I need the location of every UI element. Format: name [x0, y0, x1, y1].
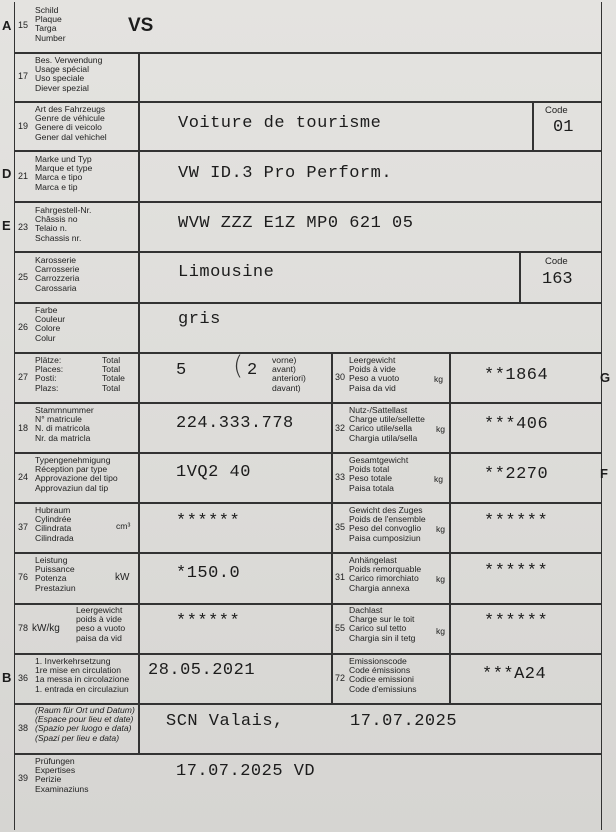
field-number-36: 36 [18, 673, 29, 683]
side-letter-g: G [600, 370, 611, 385]
row-divider [14, 352, 602, 354]
side-letter-a: A [2, 18, 12, 33]
field-30-label: Leergewicht Poids à vide Peso a vuoto Paisa da vid [349, 355, 400, 393]
unit-cm3: cm³ [116, 521, 131, 531]
field-17-label: Bes. Verwendung Usage spécial Uso speciale Diever spezial [35, 55, 103, 93]
code-box-divider [532, 101, 534, 150]
unit-kg: kg [436, 424, 446, 434]
field-26-label: Farbe Couleur Colore Colur [35, 305, 66, 343]
field-number-32: 32 [335, 423, 346, 433]
row-divider [14, 150, 602, 152]
field-number-37: 37 [18, 522, 29, 532]
chassis-number-value: WVW ZZZ E1Z MP0 621 05 [178, 214, 414, 233]
right-value-divider [449, 352, 451, 703]
side-letter-e: E [2, 218, 11, 233]
roof-load-value: ****** [484, 612, 549, 631]
vehicle-type-code: 01 [553, 118, 574, 137]
field-number-26: 26 [18, 322, 29, 332]
field-37-label: Hubraum Cylindrée Cilindrata Cilindrada [35, 505, 74, 543]
row-divider [14, 502, 602, 504]
inspection-value: 17.07.2025 VD [176, 762, 316, 781]
row-divider [14, 753, 602, 755]
row-divider [14, 302, 602, 304]
field-33-label: Gesamtgewicht Poids total Peso totale Paisa totala [349, 455, 409, 493]
row-divider [14, 653, 602, 655]
row-divider [14, 101, 602, 103]
unit-kw-per-kg: kW/kg [32, 623, 60, 634]
body-type-code: 163 [542, 270, 573, 289]
field-number-25: 25 [18, 272, 29, 282]
side-letter-d: D [2, 166, 12, 181]
field-78-label: Leergewicht poids à vide peso a vuoto paisa da vid [76, 605, 126, 643]
field-number-23: 23 [18, 222, 29, 232]
side-letter-b: B [2, 670, 12, 685]
middle-column-divider [331, 352, 333, 703]
total-weight-value: **2270 [484, 465, 549, 484]
side-letter-f: F [600, 466, 608, 481]
field-number-19: 19 [18, 121, 29, 131]
field-number-18: 18 [18, 423, 29, 433]
plate-canton-value: VS [128, 15, 154, 36]
seats-front-value: 2 [247, 361, 258, 380]
unit-kg: kg [436, 626, 446, 636]
color-value: gris [178, 310, 221, 329]
field-number-72: 72 [335, 673, 346, 683]
field-27-label: Plätze: Places: Posti: Plazs: [35, 355, 64, 393]
seats-total-value: 5 [176, 361, 187, 380]
row-divider [14, 452, 602, 454]
first-registration-value: 28.05.2021 [148, 661, 256, 680]
code-label: Code [545, 105, 568, 116]
field-number-27: 27 [18, 372, 29, 382]
field-35-label: Gewicht des Zuges Poids de l'ensemble Peso del convoglio Paisa cumposiziun [349, 505, 426, 543]
code-label: Code [545, 256, 568, 267]
field-number-38: 38 [18, 723, 29, 733]
master-number-value: 224.333.778 [176, 414, 294, 433]
field-number-78: 78 [18, 623, 29, 633]
power-value: *150.0 [176, 564, 241, 583]
train-weight-value: ****** [484, 512, 549, 531]
unit-kw: kW [115, 572, 130, 583]
unit-kg: kg [434, 374, 444, 384]
field-number-15: 15 [18, 20, 29, 30]
label-column-divider [138, 52, 140, 753]
make-model-value: VW ID.3 Pro Perform. [178, 164, 393, 183]
field-18-label: Stammnummer N° matricule N. di matricola Nr. da matricla [35, 405, 94, 443]
field-21-label: Marke und Typ Marque et type Marca e tipo Marca e tip [35, 154, 93, 192]
field-23-label: Fahrgestell-Nr. Châssis no Telaio n. Schassis nr. [35, 205, 92, 243]
field-number-55: 55 [335, 623, 346, 633]
field-number-33: 33 [335, 472, 346, 482]
row-divider [14, 552, 602, 554]
unit-kg: kg [436, 524, 446, 534]
vehicle-type-value: Voiture de tourisme [178, 114, 382, 133]
field-55-label: Dachlast Charge sur le toit Carico sul tetto Chargia sin il tetg [349, 605, 416, 643]
field-24-label: Typengenehmigung Réception par type Approvazione del tipo Approvaziun dal tip [35, 455, 118, 493]
payload-value: ***406 [484, 415, 549, 434]
field-15-label: Schild Plaque Targa Number [35, 5, 66, 43]
field-number-35: 35 [335, 522, 346, 532]
empty-weight-value: **1864 [484, 366, 549, 385]
row-divider [14, 251, 602, 253]
field-31-label: Anhängelast Poids remorquable Carico rimorchiato Chargia annexa [349, 555, 422, 593]
field-number-17: 17 [18, 71, 29, 81]
field-number-24: 24 [18, 472, 29, 482]
emission-code-value: ***A24 [482, 665, 547, 684]
row-divider [14, 402, 602, 404]
body-type-value: Limousine [178, 263, 275, 282]
seats-front-label: vorne) avant) anteriori) davant) [272, 355, 306, 393]
field-number-21: 21 [18, 171, 29, 181]
unit-kg: kg [436, 574, 446, 584]
field-76-label: Leistung Puissance Potenza Prestaziun [35, 555, 76, 593]
field-25-label: Karosserie Carrosserie Carrozzeria Carossaria [35, 255, 80, 293]
field-39-label: Prüfungen Expertises Perizie Examinaziuns [35, 756, 89, 794]
type-approval-value: 1VQ2 40 [176, 463, 251, 482]
field-number-76: 76 [18, 572, 29, 582]
field-number-31: 31 [335, 572, 346, 582]
field-19-label: Art des Fahrzeugs Genre de véhicule Genere di veicolo Gener dal vehichel [35, 104, 107, 142]
field-32-label: Nutz-/Sattellast Charge utile/sellette Carico utile/sella Chargia utila/sella [349, 405, 425, 443]
power-to-weight-value: ****** [176, 612, 241, 631]
field-number-39: 39 [18, 773, 29, 783]
issue-date-value: 17.07.2025 [350, 712, 458, 731]
towing-weight-value: ****** [484, 562, 549, 581]
displacement-value: ****** [176, 512, 241, 531]
parenthesis-open: ( [233, 351, 244, 381]
unit-kg: kg [434, 474, 444, 484]
issue-place-value: SCN Valais, [166, 712, 284, 731]
code-box-divider [519, 251, 521, 302]
field-number-30: 30 [335, 372, 346, 382]
row-divider [14, 52, 602, 54]
field-72-label: Emissionscode Code émissions Codice emissioni Code d'emissiuns [349, 656, 417, 694]
field-38-label: (Raum für Ort und Datum) (Espace pour lieu et date) (Spazio per luogo e data) (Spazi per lieu e data) [35, 705, 135, 743]
field-27-total-label: Total Total Totale Total [102, 355, 125, 393]
field-36-label: 1. Inverkehrsetzung 1re mise en circulation 1a messa in circolazione 1. entrada en circulaziun [35, 656, 130, 694]
row-divider [14, 201, 602, 203]
